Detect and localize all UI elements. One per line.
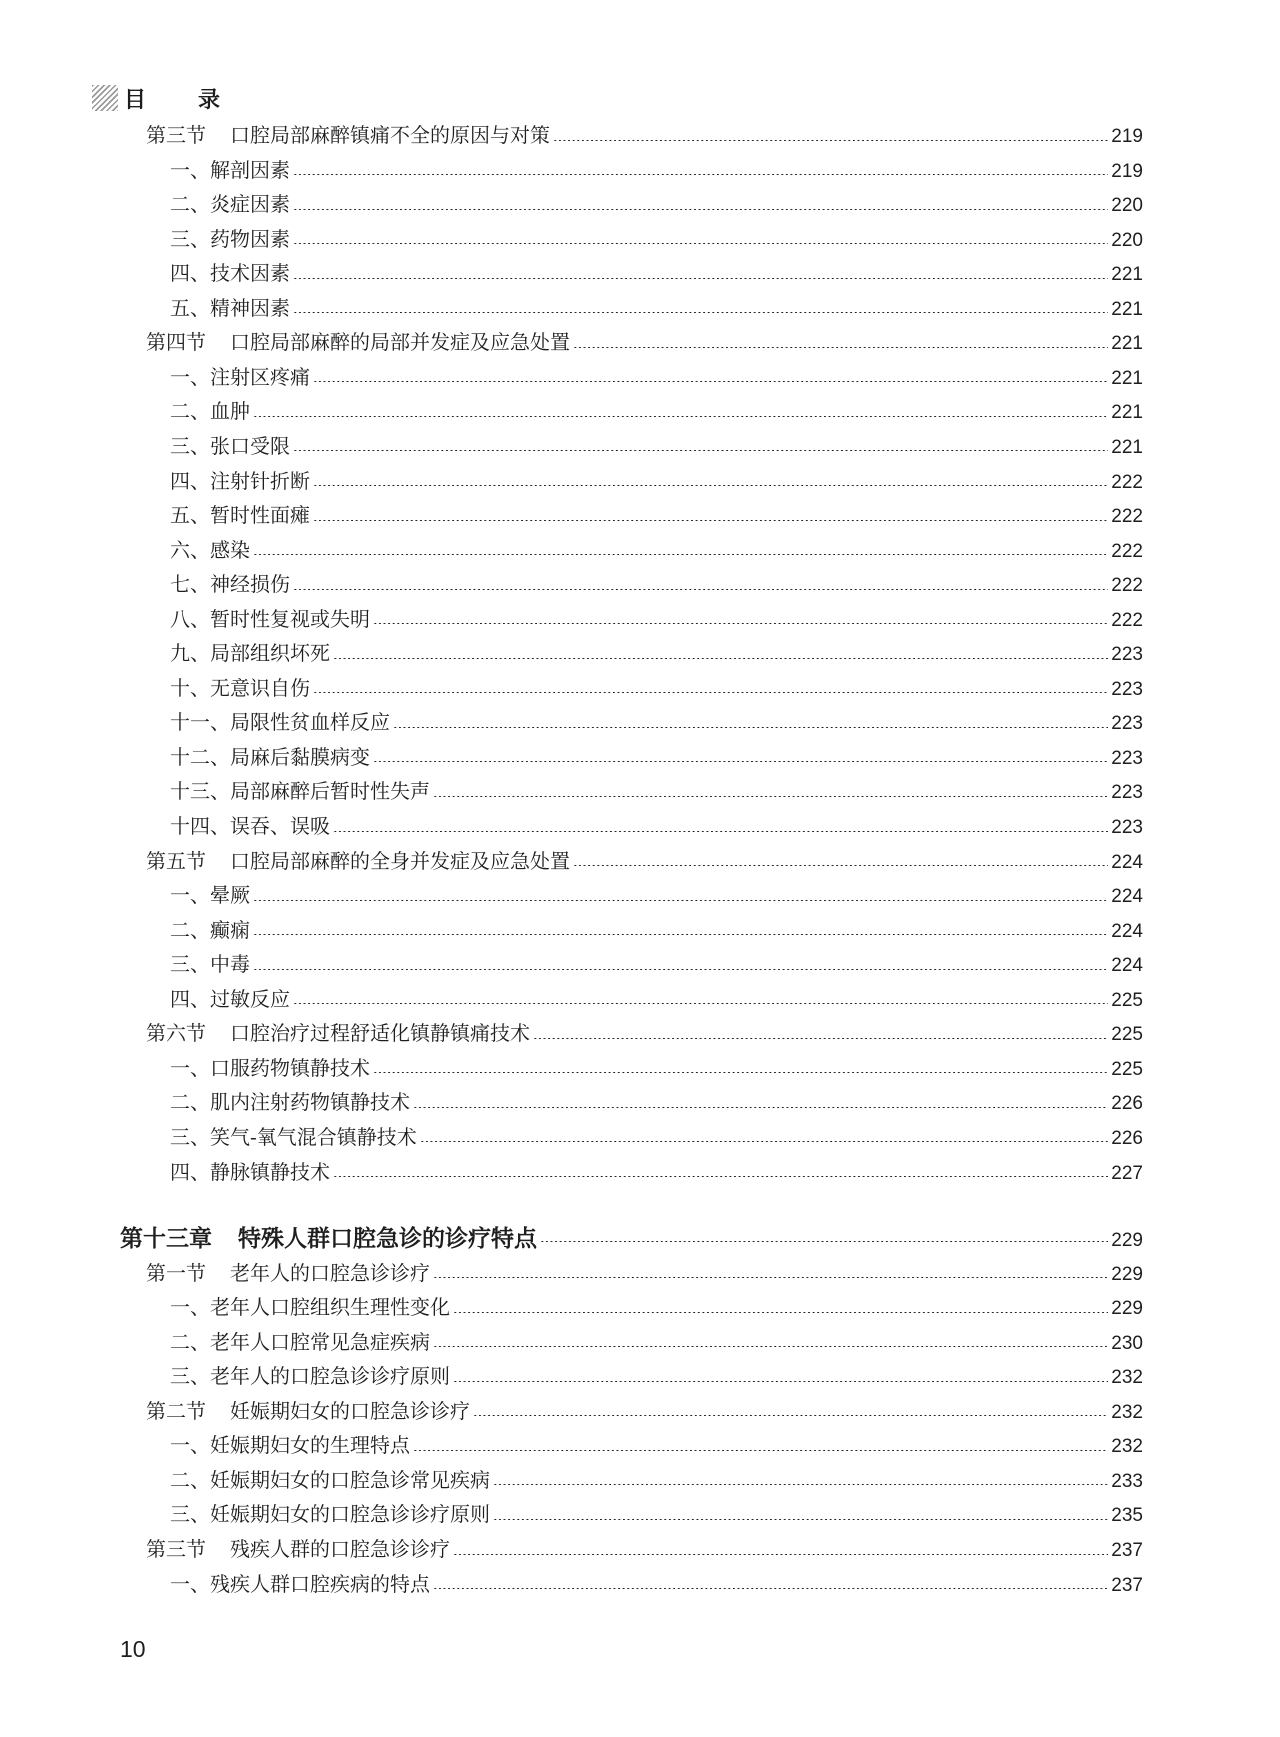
dot-leader — [540, 1241, 1108, 1242]
toc-entry-text: 残疾人群的口腔急诊诊疗 — [230, 1537, 450, 1561]
toc-item-entry[interactable] — [170, 1464, 1143, 1498]
dot-leader — [333, 831, 1108, 832]
toc-entry-text: 五、暂时性面瘫 — [170, 503, 310, 528]
toc-page-number: 221 — [1111, 436, 1143, 458]
dot-leader — [493, 1484, 1108, 1485]
toc-page-number: 221 — [1111, 402, 1143, 424]
dot-leader — [373, 761, 1108, 762]
toc-page-number: 223 — [1111, 747, 1143, 769]
toc-page-number: 233 — [1111, 1470, 1143, 1492]
toc-entry-text: 三、张口受限 — [170, 433, 290, 458]
dot-leader — [453, 1381, 1108, 1382]
toc-item-entry[interactable] — [170, 706, 1143, 740]
toc-page-number: 227 — [1111, 1162, 1143, 1184]
dot-leader — [473, 1415, 1108, 1416]
toc-page-number: 226 — [1111, 1093, 1143, 1115]
toc-entry-title — [170, 257, 290, 286]
dot-leader — [573, 347, 1108, 348]
toc-entry-text: 老年人的口腔急诊诊疗 — [230, 1260, 430, 1285]
toc-item-entry[interactable] — [170, 465, 1143, 499]
toc-item-entry[interactable] — [170, 914, 1143, 948]
dot-leader — [293, 174, 1108, 175]
dot-leader — [420, 1141, 1109, 1142]
toc-item-entry[interactable] — [170, 1568, 1143, 1602]
dot-leader — [313, 381, 1108, 382]
toc-page-number: 237 — [1111, 1540, 1143, 1561]
toc-section-entry[interactable] — [146, 1533, 1143, 1567]
toc-page-number: 232 — [1111, 1401, 1143, 1423]
toc-page-number: 220 — [1111, 195, 1143, 217]
toc-entry-text: 特殊人群口腔急诊的诊疗特点 — [238, 1226, 537, 1253]
dot-leader — [413, 1107, 1108, 1108]
toc-entry-title — [146, 1395, 470, 1424]
toc-entry-title — [170, 568, 290, 597]
toc-page-number: 222 — [1111, 575, 1143, 597]
toc-entry-title — [146, 1017, 530, 1046]
toc-item-entry[interactable] — [170, 223, 1143, 257]
toc-page-number: 224 — [1111, 886, 1143, 908]
toc-entry-text: 一、口服药物镇静技术 — [170, 1055, 370, 1080]
toc-page-number: 225 — [1111, 1058, 1143, 1080]
toc-page-number: 232 — [1111, 1367, 1143, 1389]
toc-item-entry[interactable] — [170, 534, 1143, 568]
toc-entry-title — [170, 1121, 417, 1150]
toc-entry-text: 十一、局限性贫血样反应 — [170, 710, 390, 735]
dot-leader — [293, 1003, 1108, 1004]
toc-item-entry[interactable] — [170, 1291, 1143, 1325]
toc-entry-title — [170, 1326, 430, 1355]
dot-leader — [293, 209, 1108, 210]
toc-page-number: 226 — [1111, 1127, 1143, 1149]
toc-page-number: 230 — [1111, 1332, 1143, 1354]
toc-item-entry[interactable] — [170, 154, 1143, 188]
dot-leader — [253, 969, 1108, 970]
toc-item-entry[interactable] — [170, 257, 1143, 291]
dot-leader — [393, 727, 1108, 728]
toc-item-entry[interactable] — [170, 499, 1143, 533]
toc-entry-text: 一、注射区疼痛 — [170, 364, 310, 389]
toc-entry-text: 二、肌内注射药物镇静技术 — [170, 1090, 410, 1115]
dot-leader — [413, 1450, 1108, 1451]
toc-entry-text: 三、药物因素 — [170, 226, 290, 251]
dot-leader — [433, 1588, 1108, 1589]
toc-item-entry[interactable] — [170, 361, 1143, 395]
toc-page-number: 225 — [1111, 1024, 1143, 1046]
toc-entry-text: 二、妊娠期妇女的口腔急诊常见疾病 — [170, 1467, 490, 1492]
toc-entry-title — [170, 741, 370, 770]
toc-entry-text: 一、老年人口腔组织生理性变化 — [170, 1295, 450, 1320]
toc-item-entry[interactable] — [170, 568, 1143, 602]
toc-entry-title — [170, 292, 290, 321]
toc-page-number: 220 — [1111, 229, 1143, 251]
toc-entry-title — [146, 119, 550, 148]
toc-entry-text: 五、精神因素 — [170, 295, 290, 320]
toc-section-entry[interactable] — [146, 845, 1143, 879]
toc-chapter-entry[interactable] — [120, 1220, 1143, 1254]
toc-entry-text: 二、老年人口腔常见急症疾病 — [170, 1329, 430, 1354]
toc-item-entry[interactable] — [170, 741, 1143, 775]
toc-page-number: 221 — [1111, 264, 1143, 286]
toc-entry-number: 第三节 — [146, 123, 206, 147]
toc-entry-text: 八、暂时性复视或失明 — [170, 606, 370, 631]
toc-entry-number: 第三节 — [146, 1537, 206, 1561]
toc-entry-title — [170, 914, 250, 943]
toc-entry-title — [170, 637, 330, 666]
toc-entry-text: 一、晕厥 — [170, 883, 250, 908]
toc-entry-title — [170, 1086, 410, 1115]
dot-leader — [293, 243, 1108, 244]
toc-item-entry[interactable] — [170, 775, 1143, 809]
dot-leader — [453, 1312, 1108, 1313]
toc-page-number: 222 — [1111, 506, 1143, 528]
toc-page-number: 224 — [1111, 920, 1143, 942]
dot-leader — [253, 934, 1108, 935]
toc-entry-text: 二、炎症因素 — [170, 192, 290, 217]
toc-entry-title — [170, 810, 330, 839]
toc-entry-text: 四、注射针折断 — [170, 468, 310, 493]
toc-entry-title — [170, 1498, 490, 1527]
toc-page-number: 221 — [1111, 298, 1143, 320]
toc-entry-text: 三、笑气-氧气混合镇静技术 — [170, 1124, 417, 1149]
toc-section-entry[interactable] — [146, 119, 1143, 153]
toc-entry-title — [146, 1257, 430, 1286]
toc-page-number: 223 — [1111, 644, 1143, 666]
dot-leader — [293, 589, 1108, 590]
toc-page-number: 235 — [1111, 1505, 1143, 1527]
toc-item-entry[interactable] — [170, 810, 1143, 844]
toc-entry-title — [170, 395, 250, 424]
toc-entry-number: 第五节 — [146, 848, 206, 873]
dot-leader — [293, 450, 1108, 451]
toc-page-number: 232 — [1111, 1436, 1143, 1458]
toc-entry-title — [170, 1568, 430, 1597]
dot-leader — [453, 1554, 1108, 1555]
toc-entry-text: 口腔局部麻醉镇痛不全的原因与对策 — [230, 123, 550, 147]
toc-entry-title — [120, 1220, 537, 1253]
toc-page-number: 222 — [1111, 609, 1143, 631]
toc-entry-number: 第十三章 — [120, 1226, 212, 1253]
toc-section-entry[interactable] — [146, 326, 1143, 360]
toc-item-entry[interactable] — [170, 879, 1143, 913]
toc-entry-title — [146, 326, 570, 355]
toc-entry-text: 九、局部组织坏死 — [170, 641, 330, 666]
toc-entry-title — [170, 534, 250, 563]
toc-entry-title — [170, 465, 310, 494]
dot-leader — [493, 1519, 1108, 1520]
toc-entry-text: 十、无意识自伤 — [170, 675, 310, 700]
toc-entry-text: 一、解剖因素 — [170, 157, 290, 182]
toc-page-number: 224 — [1111, 851, 1143, 873]
toc-entry-text: 口腔局部麻醉的全身并发症及应急处置 — [230, 848, 570, 873]
toc-entry-number: 第二节 — [146, 1398, 206, 1423]
dot-leader — [253, 900, 1108, 901]
dot-leader — [293, 312, 1108, 313]
dot-leader — [373, 1072, 1108, 1073]
dot-leader — [313, 692, 1108, 693]
toc-page-number: 223 — [1111, 713, 1143, 735]
toc-entry-title — [170, 1429, 410, 1458]
toc-entry-title — [170, 948, 250, 977]
toc-entry-text: 四、静脉镇静技术 — [170, 1159, 330, 1184]
toc-page-number: 223 — [1111, 782, 1143, 804]
toc-entry-number: 第一节 — [146, 1260, 206, 1285]
toc-item-entry[interactable] — [170, 1121, 1143, 1155]
toc-item-entry[interactable] — [170, 672, 1143, 706]
toc-entry-text: 口腔局部麻醉的局部并发症及应急处置 — [230, 330, 570, 355]
toc-entry-text: 七、神经损伤 — [170, 572, 290, 597]
dot-leader — [373, 623, 1108, 624]
toc-page-number: 223 — [1111, 678, 1143, 700]
dot-leader — [253, 416, 1108, 417]
toc-page-number: 237 — [1111, 1574, 1143, 1596]
toc-entry-text: 三、妊娠期妇女的口腔急诊诊疗原则 — [170, 1502, 490, 1527]
page-number: 10 — [120, 1636, 146, 1662]
toc-entry-title — [146, 845, 570, 874]
toc-page-number: 219 — [1111, 126, 1143, 147]
dot-leader — [313, 485, 1108, 486]
toc-entry-title — [170, 361, 310, 390]
toc-entry-text: 二、癫痫 — [170, 917, 250, 942]
dot-leader — [433, 1277, 1108, 1278]
toc-entry-title — [170, 154, 290, 183]
dot-leader — [333, 1176, 1108, 1177]
toc-entry-text: 二、血肿 — [170, 399, 250, 424]
toc-entry-text: 口腔治疗过程舒适化镇静镇痛技术 — [230, 1021, 530, 1046]
toc-entry-title — [146, 1533, 450, 1562]
hatch-decoration-icon — [92, 85, 118, 111]
toc-entry-text: 四、技术因素 — [170, 261, 290, 286]
toc-entry-title — [170, 1052, 370, 1081]
toc-page-number: 229 — [1111, 1230, 1143, 1252]
toc-item-entry[interactable] — [170, 430, 1143, 464]
toc-entry-text: 妊娠期妇女的口腔急诊诊疗 — [230, 1398, 470, 1423]
dot-leader — [433, 1346, 1108, 1347]
toc-entry-title — [170, 706, 390, 735]
toc-entry-title — [170, 1360, 450, 1389]
toc-item-entry[interactable] — [170, 983, 1143, 1017]
toc-item-entry[interactable] — [170, 1086, 1143, 1120]
toc-page-number: 219 — [1111, 160, 1143, 182]
toc-entry-title — [170, 1291, 450, 1320]
toc-page-number: 222 — [1111, 471, 1143, 493]
toc-page-number: 225 — [1111, 989, 1143, 1011]
toc-entry-title — [170, 672, 310, 701]
toc-item-entry[interactable] — [170, 948, 1143, 982]
toc-page-number: 229 — [1111, 1298, 1143, 1320]
toc-entry-title — [170, 1464, 490, 1493]
dot-leader — [433, 796, 1108, 797]
header-title: 目录 — [124, 87, 273, 113]
dot-leader — [553, 140, 1108, 141]
toc-item-entry[interactable] — [170, 188, 1143, 222]
toc-page-number: 229 — [1111, 1263, 1143, 1285]
toc-entry-text: 三、中毒 — [170, 952, 250, 977]
toc-entry-number: 第四节 — [146, 330, 206, 355]
toc-entry-title — [170, 223, 290, 252]
dot-leader — [573, 865, 1108, 866]
toc-entry-title — [170, 499, 310, 528]
toc-item-entry[interactable] — [170, 1156, 1143, 1190]
dot-leader — [313, 520, 1108, 521]
toc-item-entry[interactable] — [170, 292, 1143, 326]
toc-section-entry[interactable] — [146, 1395, 1143, 1429]
dot-leader — [253, 554, 1108, 555]
toc-entry-text: 三、老年人的口腔急诊诊疗原则 — [170, 1364, 450, 1389]
toc-entry-title — [170, 603, 370, 632]
dot-leader — [533, 1038, 1108, 1039]
toc-section-entry[interactable] — [146, 1017, 1143, 1051]
toc-page-number: 223 — [1111, 817, 1143, 838]
toc-item-entry[interactable] — [170, 1429, 1143, 1463]
toc-entry-title — [170, 775, 430, 804]
toc-item-entry[interactable] — [170, 1052, 1143, 1086]
toc-entry-text: 十二、局麻后黏膜病变 — [170, 744, 370, 769]
toc-entry-title — [170, 188, 290, 217]
toc-section-entry[interactable] — [146, 1257, 1143, 1291]
toc-item-entry[interactable] — [170, 637, 1143, 671]
toc-page-number: 222 — [1111, 540, 1143, 562]
toc-item-entry[interactable] — [170, 1360, 1143, 1394]
toc-item-entry[interactable] — [170, 395, 1143, 429]
toc-entry-text: 六、感染 — [170, 537, 250, 562]
dot-leader — [333, 658, 1108, 659]
running-header — [92, 82, 272, 114]
toc-entry-title — [170, 879, 250, 908]
toc-entry-text: 十四、误吞、误吸 — [170, 814, 330, 838]
toc-page-number: 221 — [1111, 333, 1143, 355]
toc-page-number: 221 — [1111, 367, 1143, 389]
dot-leader — [293, 278, 1108, 279]
toc-entry-text: 十三、局部麻醉后暂时性失声 — [170, 779, 430, 804]
toc-page-number: 224 — [1111, 955, 1143, 977]
toc-entry-title — [170, 983, 290, 1012]
toc-entry-text: 一、残疾人群口腔疾病的特点 — [170, 1571, 430, 1596]
toc-item-entry[interactable] — [170, 1326, 1143, 1360]
toc-entry-text: 四、过敏反应 — [170, 986, 290, 1011]
toc-item-entry[interactable] — [170, 1498, 1143, 1532]
toc-entry-text: 一、妊娠期妇女的生理特点 — [170, 1433, 410, 1458]
toc-entry-title — [170, 430, 290, 459]
toc-entry-number: 第六节 — [146, 1021, 206, 1046]
toc-entry-title — [170, 1156, 330, 1185]
toc-item-entry[interactable] — [170, 603, 1143, 637]
